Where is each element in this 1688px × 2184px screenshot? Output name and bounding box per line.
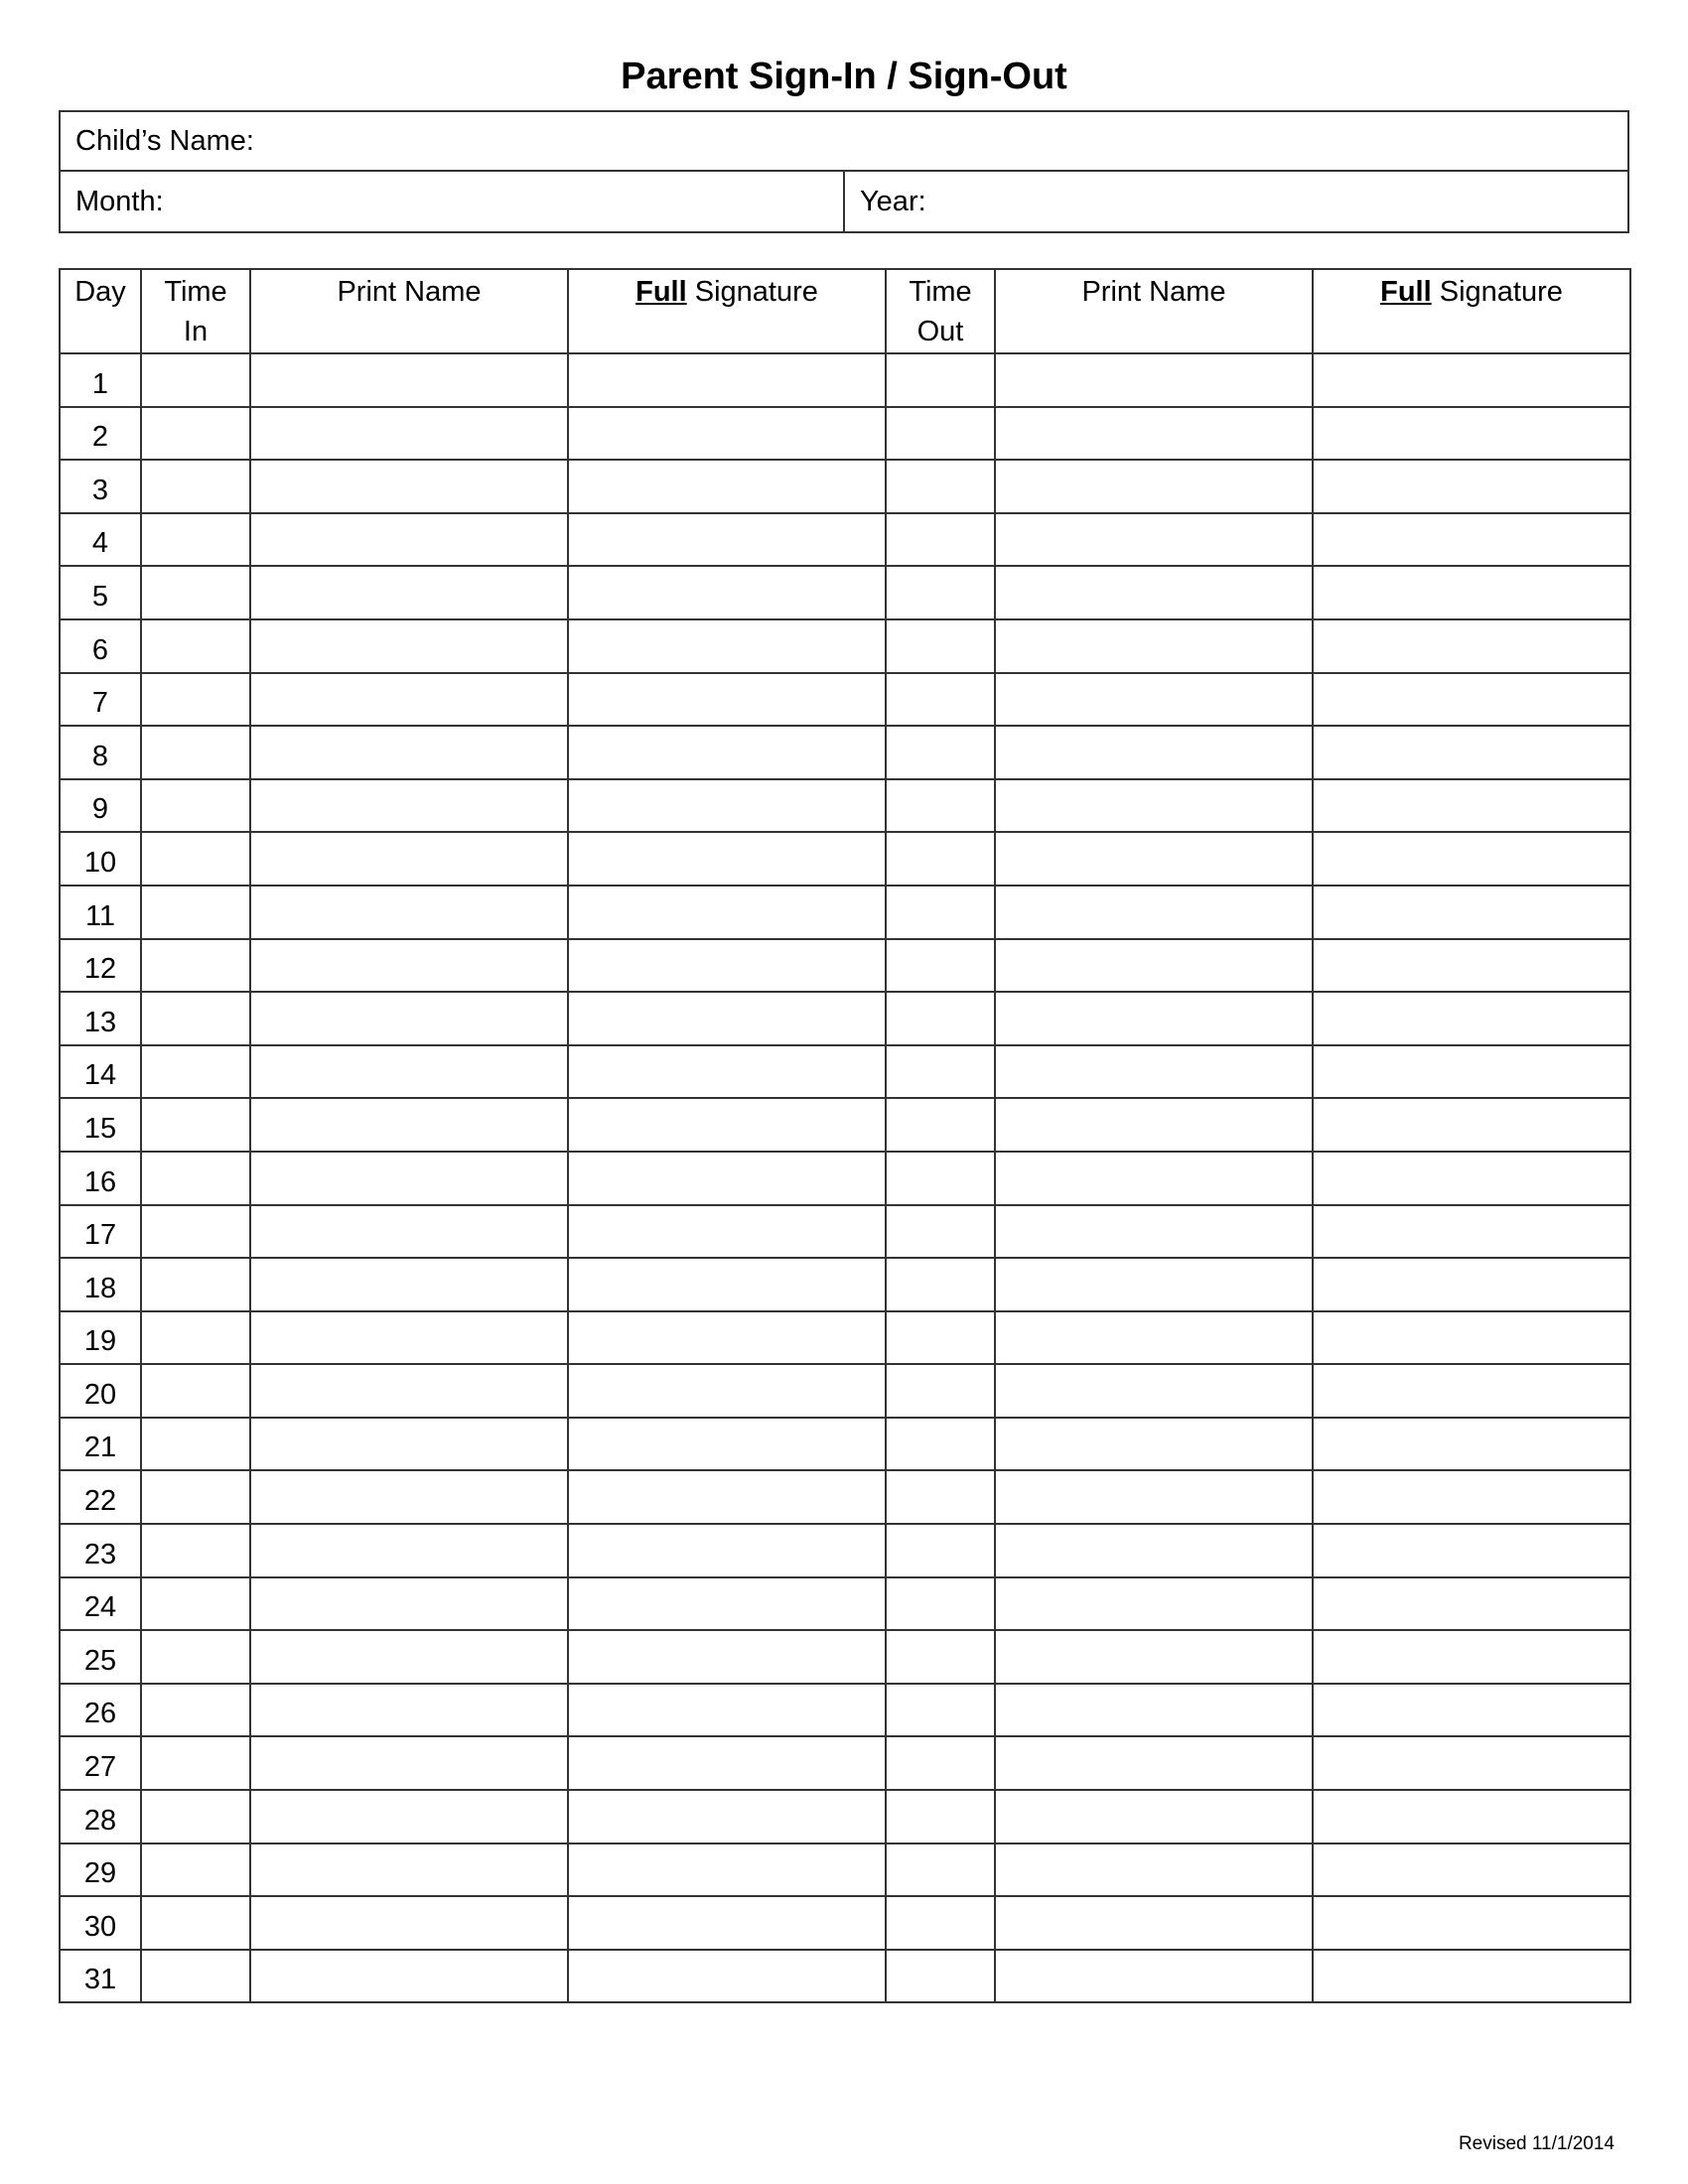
time-out-cell[interactable] [886, 513, 995, 567]
print-name-out-cell[interactable] [995, 1577, 1313, 1631]
table-row [60, 1736, 1630, 1790]
day-cell: 24 [60, 1577, 141, 1631]
time-in-cell[interactable] [141, 1896, 250, 1950]
time-out-cell[interactable] [886, 939, 995, 993]
signature-in-cell[interactable] [568, 673, 886, 727]
signature-out-cell[interactable] [1313, 566, 1630, 619]
table-row [60, 407, 1630, 461]
time-out-cell[interactable] [886, 1098, 995, 1152]
day-cell: 6 [60, 619, 141, 673]
child-name-label: Child’s Name: [75, 124, 254, 157]
signature-in-cell[interactable] [568, 1950, 886, 2003]
table-row [60, 1790, 1630, 1843]
table-row [60, 460, 1630, 513]
child-info-box [59, 110, 1629, 233]
print-name-out-cell[interactable] [995, 779, 1313, 833]
print-name-out-cell[interactable] [995, 1950, 1313, 2003]
print-name-out-cell[interactable] [995, 460, 1313, 513]
time-out-cell[interactable] [886, 886, 995, 939]
print-name-in-cell[interactable] [250, 1418, 568, 1471]
print-name-in-cell[interactable] [250, 619, 568, 673]
time-out-cell[interactable] [886, 407, 995, 461]
signature-in-cell[interactable] [568, 619, 886, 673]
time-in-cell[interactable] [141, 1470, 250, 1524]
print-name-out-cell[interactable] [995, 673, 1313, 727]
signature-out-cell[interactable] [1313, 726, 1630, 779]
signature-in-cell[interactable] [568, 1364, 886, 1418]
table-header-row [60, 269, 1630, 353]
signature-in-cell[interactable] [568, 1418, 886, 1471]
print-name-in-cell[interactable] [250, 1684, 568, 1737]
print-name-out-cell[interactable] [995, 1152, 1313, 1205]
signature-out-cell[interactable] [1313, 673, 1630, 727]
day-cell: 3 [60, 460, 141, 513]
print-name-out-cell[interactable] [995, 1684, 1313, 1737]
print-name-out-cell[interactable] [995, 1045, 1313, 1099]
day-cell: 27 [60, 1736, 141, 1790]
signature-in-cell[interactable] [568, 407, 886, 461]
signature-out-cell[interactable] [1313, 1950, 1630, 2003]
print-name-out-cell[interactable] [995, 1364, 1313, 1418]
day-cell: 9 [60, 779, 141, 833]
time-in-cell[interactable] [141, 992, 250, 1045]
signature-in-cell[interactable] [568, 1896, 886, 1950]
day-cell: 23 [60, 1524, 141, 1577]
signature-out-cell[interactable] [1313, 1098, 1630, 1152]
day-cell: 21 [60, 1418, 141, 1471]
table-row [60, 513, 1630, 567]
day-cell: 10 [60, 832, 141, 886]
print-name-in-cell[interactable] [250, 1311, 568, 1365]
time-out-cell[interactable] [886, 1152, 995, 1205]
signature-in-cell[interactable] [568, 353, 886, 407]
signature-out-cell[interactable] [1313, 1524, 1630, 1577]
day-cell: 19 [60, 1311, 141, 1365]
print-name-out-cell[interactable] [995, 566, 1313, 619]
signature-in-cell[interactable] [568, 939, 886, 993]
print-name-in-cell[interactable] [250, 1470, 568, 1524]
day-cell: 8 [60, 726, 141, 779]
signature-out-cell[interactable] [1313, 1364, 1630, 1418]
signature-in-cell[interactable] [568, 1524, 886, 1577]
time-in-cell[interactable] [141, 353, 250, 407]
time-out-cell[interactable] [886, 1684, 995, 1737]
print-name-in-cell[interactable] [250, 726, 568, 779]
time-in-cell[interactable] [141, 407, 250, 461]
print-name-in-cell[interactable] [250, 1736, 568, 1790]
print-name-out-cell[interactable] [995, 832, 1313, 886]
time-in-cell[interactable] [141, 1790, 250, 1843]
table-row [60, 1577, 1630, 1631]
time-in-cell[interactable] [141, 832, 250, 886]
signature-out-cell[interactable] [1313, 1205, 1630, 1259]
print-name-in-cell[interactable] [250, 1950, 568, 2003]
day-cell: 28 [60, 1790, 141, 1843]
print-name-out-cell[interactable] [995, 1258, 1313, 1311]
signature-in-cell[interactable] [568, 1258, 886, 1311]
print-name-in-cell[interactable] [250, 1152, 568, 1205]
time-in-cell[interactable] [141, 726, 250, 779]
table-row [60, 1152, 1630, 1205]
signature-out-cell[interactable] [1313, 1470, 1630, 1524]
table-body [60, 353, 1630, 2002]
time-in-cell[interactable] [141, 566, 250, 619]
print-name-in-cell[interactable] [250, 1843, 568, 1897]
day-cell: 25 [60, 1630, 141, 1684]
time-in-cell[interactable] [141, 939, 250, 993]
month-field[interactable] [61, 172, 845, 231]
day-header: Day [60, 269, 141, 353]
signature-out-cell[interactable] [1313, 832, 1630, 886]
full-signature-in-header: Full Signature [568, 269, 886, 353]
signature-in-cell[interactable] [568, 566, 886, 619]
time-out-cell[interactable] [886, 460, 995, 513]
print-name-in-cell[interactable] [250, 992, 568, 1045]
signature-in-cell[interactable] [568, 992, 886, 1045]
signature-out-cell[interactable] [1313, 1684, 1630, 1737]
time-out-cell[interactable] [886, 353, 995, 407]
time-in-cell[interactable] [141, 1843, 250, 1897]
time-in-cell[interactable] [141, 1205, 250, 1259]
time-in-cell[interactable] [141, 1950, 250, 2003]
print-name-out-cell[interactable] [995, 1524, 1313, 1577]
print-name-in-cell[interactable] [250, 939, 568, 993]
time-out-cell[interactable] [886, 726, 995, 779]
print-name-in-cell[interactable] [250, 407, 568, 461]
print-name-in-cell[interactable] [250, 566, 568, 619]
print-name-out-cell[interactable] [995, 1418, 1313, 1471]
signature-out-cell[interactable] [1313, 1843, 1630, 1897]
print-name-in-cell[interactable] [250, 1045, 568, 1099]
print-name-out-cell[interactable] [995, 886, 1313, 939]
signature-out-cell[interactable] [1313, 886, 1630, 939]
time-out-cell[interactable] [886, 1418, 995, 1471]
print-name-in-cell[interactable] [250, 513, 568, 567]
time-in-cell[interactable] [141, 779, 250, 833]
time-out-cell[interactable] [886, 1736, 995, 1790]
page-title: Parent Sign-In / Sign-Out [621, 56, 1067, 97]
day-cell: 12 [60, 939, 141, 993]
day-cell: 31 [60, 1950, 141, 2003]
signature-in-cell[interactable] [568, 1152, 886, 1205]
day-cell: 30 [60, 1896, 141, 1950]
print-name-in-cell[interactable] [250, 1630, 568, 1684]
time-out-cell[interactable] [886, 1630, 995, 1684]
print-name-out-cell[interactable] [995, 1205, 1313, 1259]
print-name-out-cell[interactable] [995, 1311, 1313, 1365]
signature-out-cell[interactable] [1313, 1311, 1630, 1365]
table-row [60, 1205, 1630, 1259]
time-out-header: Time Out [886, 269, 995, 353]
table-row [60, 1045, 1630, 1099]
table-row [60, 1364, 1630, 1418]
table-row [60, 1098, 1630, 1152]
time-out-cell[interactable] [886, 1950, 995, 2003]
year-field[interactable] [845, 172, 1627, 231]
time-in-cell[interactable] [141, 1630, 250, 1684]
print-name-out-cell[interactable] [995, 1736, 1313, 1790]
signature-out-cell[interactable] [1313, 992, 1630, 1045]
print-name-in-cell[interactable] [250, 460, 568, 513]
print-name-out-header: Print Name [995, 269, 1313, 353]
time-out-cell[interactable] [886, 1843, 995, 1897]
day-cell: 17 [60, 1205, 141, 1259]
child-name-field[interactable] [61, 112, 1627, 170]
day-cell: 4 [60, 513, 141, 567]
time-in-cell[interactable] [141, 1152, 250, 1205]
table-row [60, 619, 1630, 673]
signature-in-cell[interactable] [568, 1045, 886, 1099]
signature-in-cell[interactable] [568, 1098, 886, 1152]
table-row [60, 1950, 1630, 2003]
print-name-out-cell[interactable] [995, 619, 1313, 673]
day-cell: 5 [60, 566, 141, 619]
signature-out-cell[interactable] [1313, 407, 1630, 461]
table-row [60, 886, 1630, 939]
time-out-cell[interactable] [886, 1470, 995, 1524]
signature-out-cell[interactable] [1313, 939, 1630, 993]
print-name-out-cell[interactable] [995, 407, 1313, 461]
signature-out-cell[interactable] [1313, 1577, 1630, 1631]
signature-out-cell[interactable] [1313, 779, 1630, 833]
signature-in-cell[interactable] [568, 1843, 886, 1897]
year-label: Year: [860, 185, 926, 217]
signature-out-cell[interactable] [1313, 460, 1630, 513]
time-out-cell[interactable] [886, 1790, 995, 1843]
day-cell: 22 [60, 1470, 141, 1524]
print-name-out-cell[interactable] [995, 1843, 1313, 1897]
print-name-in-cell[interactable] [250, 832, 568, 886]
day-cell: 13 [60, 992, 141, 1045]
signature-in-cell[interactable] [568, 886, 886, 939]
print-name-in-cell[interactable] [250, 1896, 568, 1950]
table-row [60, 1630, 1630, 1684]
print-name-in-cell[interactable] [250, 353, 568, 407]
signature-in-cell[interactable] [568, 513, 886, 567]
child-name-row [61, 112, 1627, 172]
time-out-cell[interactable] [886, 1311, 995, 1365]
print-name-out-cell[interactable] [995, 1896, 1313, 1950]
print-name-out-cell[interactable] [995, 1630, 1313, 1684]
signature-out-cell[interactable] [1313, 1045, 1630, 1099]
signature-in-cell[interactable] [568, 1577, 886, 1631]
table-row [60, 779, 1630, 833]
table-row [60, 1524, 1630, 1577]
time-in-cell[interactable] [141, 1524, 250, 1577]
signature-out-cell[interactable] [1313, 1258, 1630, 1311]
time-in-cell[interactable] [141, 1045, 250, 1099]
signature-in-cell[interactable] [568, 1470, 886, 1524]
day-cell: 16 [60, 1152, 141, 1205]
signature-in-cell[interactable] [568, 726, 886, 779]
signature-out-cell[interactable] [1313, 1790, 1630, 1843]
signature-in-cell[interactable] [568, 1736, 886, 1790]
print-name-out-cell[interactable] [995, 1098, 1313, 1152]
table-row [60, 1896, 1630, 1950]
table-row [60, 726, 1630, 779]
time-in-cell[interactable] [141, 1258, 250, 1311]
time-out-cell[interactable] [886, 673, 995, 727]
time-out-cell[interactable] [886, 1205, 995, 1259]
time-in-header: Time In [141, 269, 250, 353]
time-in-cell[interactable] [141, 1364, 250, 1418]
table-row [60, 992, 1630, 1045]
time-in-cell[interactable] [141, 1577, 250, 1631]
table-row [60, 1311, 1630, 1365]
time-out-cell[interactable] [886, 1896, 995, 1950]
time-out-cell[interactable] [886, 1258, 995, 1311]
signature-in-cell[interactable] [568, 1684, 886, 1737]
signature-in-cell[interactable] [568, 1790, 886, 1843]
day-cell: 7 [60, 673, 141, 727]
time-in-cell[interactable] [141, 1736, 250, 1790]
time-out-cell[interactable] [886, 566, 995, 619]
sign-in-out-table [59, 268, 1631, 2003]
print-name-in-cell[interactable] [250, 1205, 568, 1259]
print-name-in-cell[interactable] [250, 886, 568, 939]
signature-out-cell[interactable] [1313, 353, 1630, 407]
time-in-cell[interactable] [141, 619, 250, 673]
print-name-out-cell[interactable] [995, 513, 1313, 567]
signature-in-cell[interactable] [568, 779, 886, 833]
print-name-out-cell[interactable] [995, 1470, 1313, 1524]
time-out-cell[interactable] [886, 1364, 995, 1418]
time-out-cell[interactable] [886, 1577, 995, 1631]
signature-out-cell[interactable] [1313, 513, 1630, 567]
time-out-cell[interactable] [886, 1524, 995, 1577]
table-row [60, 673, 1630, 727]
time-in-cell[interactable] [141, 1311, 250, 1365]
table-row [60, 566, 1630, 619]
signature-out-cell[interactable] [1313, 1736, 1630, 1790]
day-cell: 2 [60, 407, 141, 461]
signature-in-cell[interactable] [568, 1311, 886, 1365]
print-name-in-cell[interactable] [250, 1364, 568, 1418]
time-in-cell[interactable] [141, 513, 250, 567]
print-name-in-header: Print Name [250, 269, 568, 353]
day-cell: 15 [60, 1098, 141, 1152]
print-name-in-cell[interactable] [250, 1790, 568, 1843]
signature-out-cell[interactable] [1313, 1896, 1630, 1950]
signature-in-cell[interactable] [568, 460, 886, 513]
print-name-out-cell[interactable] [995, 1790, 1313, 1843]
day-cell: 26 [60, 1684, 141, 1737]
signature-out-cell[interactable] [1313, 1152, 1630, 1205]
revised-date: Revised 11/1/2014 [1458, 2133, 1615, 2154]
time-out-cell[interactable] [886, 992, 995, 1045]
time-out-cell[interactable] [886, 619, 995, 673]
time-in-cell[interactable] [141, 460, 250, 513]
table-row [60, 1470, 1630, 1524]
time-out-cell[interactable] [886, 779, 995, 833]
print-name-out-cell[interactable] [995, 726, 1313, 779]
print-name-in-cell[interactable] [250, 1577, 568, 1631]
day-cell: 29 [60, 1843, 141, 1897]
day-cell: 18 [60, 1258, 141, 1311]
print-name-in-cell[interactable] [250, 1098, 568, 1152]
day-cell: 1 [60, 353, 141, 407]
signature-in-cell[interactable] [568, 1630, 886, 1684]
month-label: Month: [75, 185, 164, 217]
month-year-row [61, 172, 1627, 231]
print-name-out-cell[interactable] [995, 353, 1313, 407]
time-in-cell[interactable] [141, 1418, 250, 1471]
table-row [60, 1258, 1630, 1311]
time-out-cell[interactable] [886, 1045, 995, 1099]
print-name-in-cell[interactable] [250, 673, 568, 727]
time-in-cell[interactable] [141, 1098, 250, 1152]
signature-in-cell[interactable] [568, 832, 886, 886]
table-row [60, 939, 1630, 993]
table-row [60, 832, 1630, 886]
signature-out-cell[interactable] [1313, 619, 1630, 673]
full-signature-out-header: Full Signature [1313, 269, 1630, 353]
print-name-in-cell[interactable] [250, 1258, 568, 1311]
day-cell: 14 [60, 1045, 141, 1099]
time-in-cell[interactable] [141, 673, 250, 727]
table-row [60, 353, 1630, 407]
print-name-in-cell[interactable] [250, 779, 568, 833]
signature-in-cell[interactable] [568, 1205, 886, 1259]
print-name-out-cell[interactable] [995, 992, 1313, 1045]
signature-out-cell[interactable] [1313, 1630, 1630, 1684]
print-name-in-cell[interactable] [250, 1524, 568, 1577]
table-row [60, 1684, 1630, 1737]
time-in-cell[interactable] [141, 886, 250, 939]
time-out-cell[interactable] [886, 832, 995, 886]
day-cell: 20 [60, 1364, 141, 1418]
signature-out-cell[interactable] [1313, 1418, 1630, 1471]
time-in-cell[interactable] [141, 1684, 250, 1737]
print-name-out-cell[interactable] [995, 939, 1313, 993]
table-row [60, 1843, 1630, 1897]
day-cell: 11 [60, 886, 141, 939]
table-row [60, 1418, 1630, 1471]
